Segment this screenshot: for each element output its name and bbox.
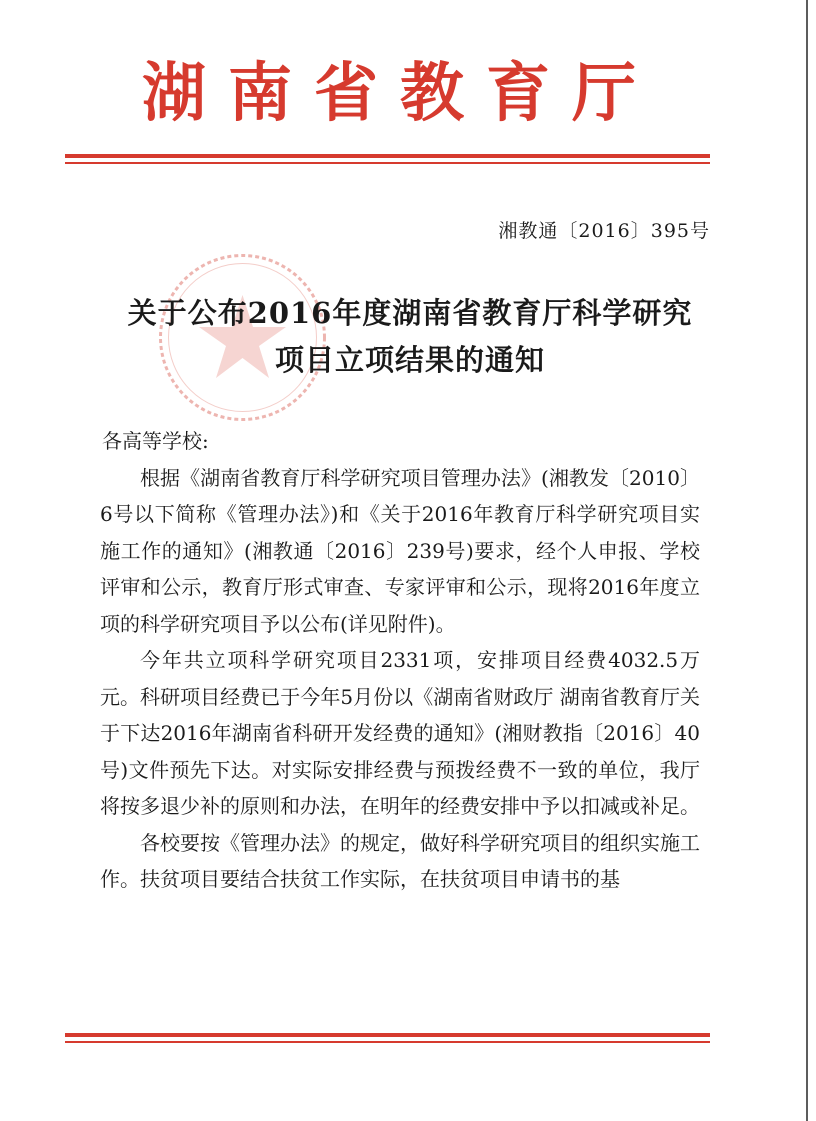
document-title-line-1: 关于公布2016年度湖南省教育厅科学研究 — [127, 296, 693, 330]
paragraph-1: 根据《湖南省教育厅科学研究项目管理办法》(湘教发〔2010〕6号以下简称《管理办法》)和《关于2016年教育厅科学研究项目实施工作的通知》(湘教通〔2016〕239号)要求，经个人申报、学校评审和公示，教育厅形式审查、专家评审和公示，现将2016年度立项的科学研究项目予以公布(详见附件)。 — [100, 465, 700, 636]
footer-rule-thick — [65, 1033, 710, 1037]
document-number: 湘教通〔2016〕395号 — [498, 220, 710, 242]
footer-rule-thin — [65, 1041, 710, 1043]
salutation: 各高等学校: — [102, 429, 209, 453]
document-body — [100, 423, 700, 898]
paragraph-2: 今年共立项科学研究项目2331项，安排项目经费4032.5万元。科研项目经费已于今年5月份以《湖南省财政厅 湖南省教育厅关于下达2016年湖南省科研开发经费的通知》(湘财教指〔2016〕40号)文件预先下达。对实际安排经费与预拨经费不一致的单位，我厅将按多退少补的原则和办法，在明年的经费安排中予以扣减或补足。 — [100, 648, 700, 818]
letterhead-rule-thin — [65, 162, 710, 164]
letterhead-rule-thick — [65, 154, 710, 158]
paragraph-3: 各校要按《管理办法》的规定，做好科学研究项目的组织实施工作。扶贫项目要结合扶贫工作实际，在扶贫项目申请书的基 — [100, 830, 700, 891]
document-title-line-2: 项目立项结果的通知 — [274, 343, 545, 377]
scan-edge-line — [806, 0, 808, 1121]
agency-letterhead: 湖南省教育厅 — [142, 56, 658, 131]
